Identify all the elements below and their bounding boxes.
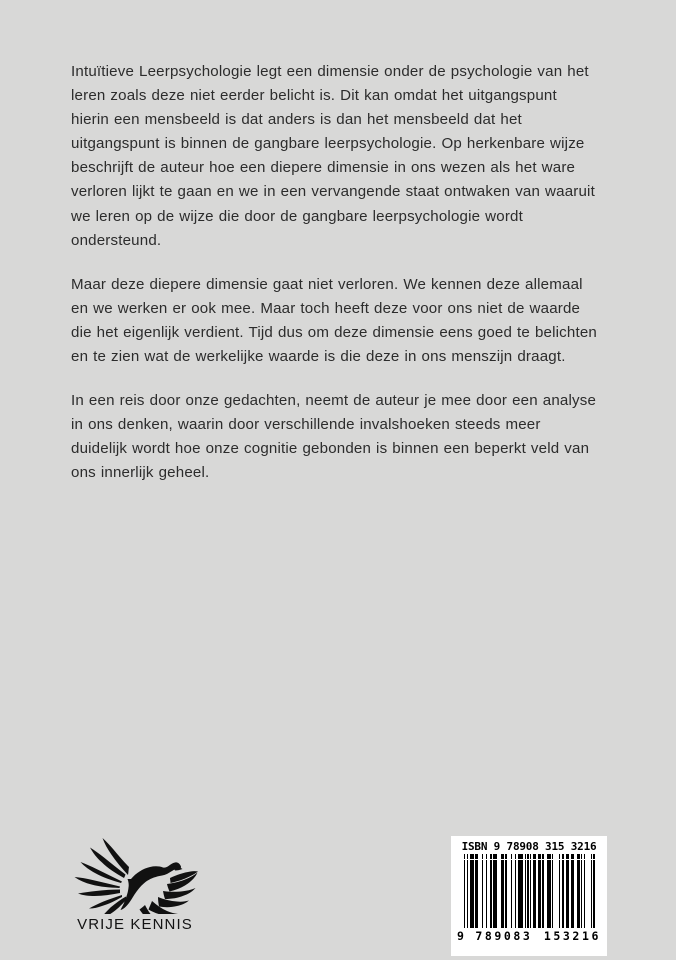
blurb-paragraph-2: Maar deze diepere dimensie gaat niet verloren. We kennen deze allemaal en we werken er ook mee. Maar toch heeft deze voor ons niet de waarde die het eigenlijk verdient. Tijd dus om deze dimensie eens goed te belichten en te zien wat de werkelijke waarde is die deze in ons menszijn draagt. <box>71 275 597 366</box>
isbn-bars-top <box>464 854 594 859</box>
ean13-right-group: 153216 <box>543 929 601 943</box>
isbn-text: ISBN 9 78908 315 3216 <box>461 840 597 853</box>
ean13-left-group: 789083 <box>475 929 533 943</box>
ean13-digits <box>457 928 601 944</box>
publisher-logo <box>72 836 198 942</box>
flying-bird-icon <box>72 836 198 914</box>
book-blurb <box>71 60 599 486</box>
blurb-paragraph-1: Intuïtieve Leerpsychologie legt een dimensie onder de psychologie van het leren zoals deze niet eerder belicht is. Dit kan omdat het uitgangspunt hierin een mensbeeld is dat anders is dan het mensbeeld dat het uitgangspunt is binnen de gangbare leerpsychologie. Op herkenbare wijze beschrijft de auteur hoe een diepere dimensie in ons wezen als het ware verloren lijkt te gaan en we in een vervangende staat ontwaken van waaruit we leren op de wijze die door de gangbare leerpsychologie wordt ondersteund. <box>71 63 595 249</box>
isbn-barcode <box>451 836 607 956</box>
blurb-paragraph-3: In een reis door onze gedachten, neemt de auteur je mee door een analyse in ons denken, waarin door verschillende invalshoeken steeds meer duidelijk wordt hoe onze cognitie gebonden is binnen een beperkt veld van ons innerlijk geheel. <box>71 392 597 482</box>
ean13-lead-digit: 9 <box>457 929 464 943</box>
publisher-name: VRIJE KENNIS <box>77 916 193 933</box>
ean13-bars <box>464 860 594 928</box>
